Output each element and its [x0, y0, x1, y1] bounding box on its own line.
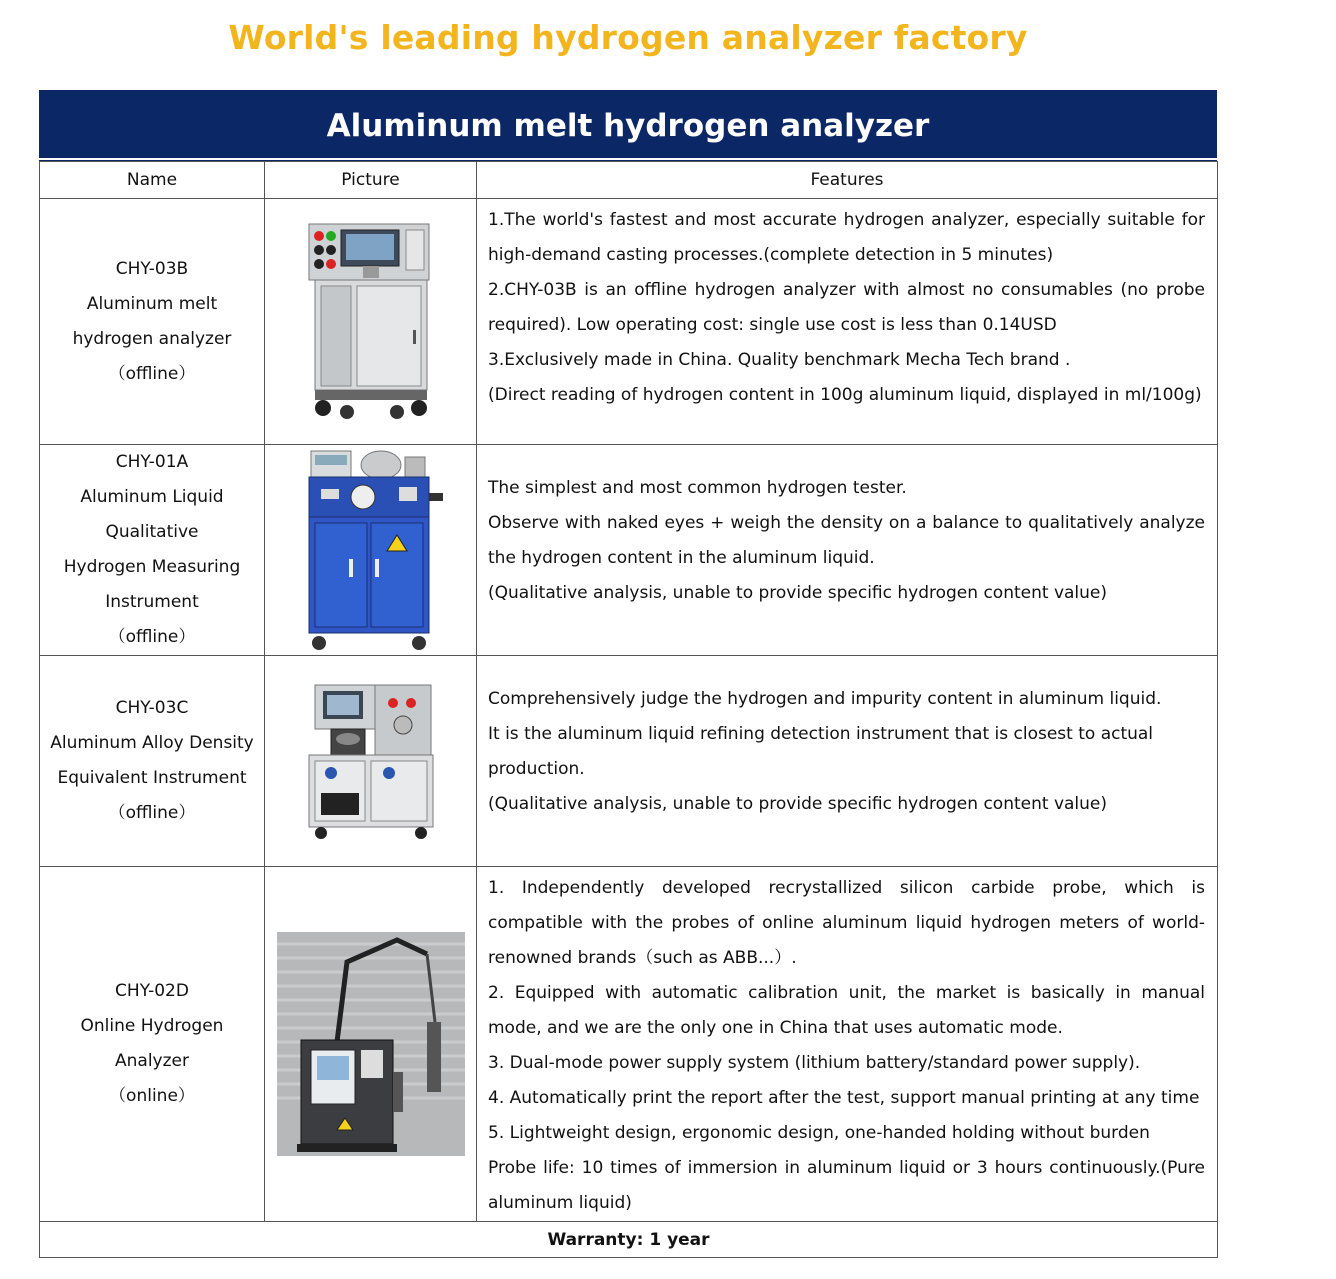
product-features-cell — [477, 656, 1218, 867]
banner-divider — [39, 158, 1217, 160]
column-header-features: Features — [477, 162, 1218, 199]
feature-item: 3. Dual-mode power supply system (lithium battery/standard power supply). — [488, 1053, 1141, 1073]
feature-item: (Qualitative analysis, unable to provide specific hydrogen content value) — [488, 583, 1108, 603]
warranty-row — [40, 1222, 1218, 1258]
product-model: CHY-03C — [115, 698, 189, 718]
product-picture-cell — [265, 867, 477, 1222]
product-name-line: Equivalent Instrument — [57, 768, 247, 788]
product-name-line: Aluminum Alloy Density — [50, 733, 254, 753]
blue-tester-cabinet-image — [291, 447, 451, 653]
product-name-line: Aluminum Liquid — [80, 487, 224, 507]
feature-item: (Qualitative analysis, unable to provide specific hydrogen content value) — [488, 794, 1108, 814]
feature-item: It is the aluminum liquid refining detection instrument that is closest to actual production. — [488, 724, 1154, 779]
product-mode: （offline） — [108, 363, 196, 384]
product-model: CHY-01A — [115, 452, 189, 472]
product-name-line: Instrument — [105, 592, 199, 612]
product-name-line: Analyzer — [115, 1051, 189, 1071]
feature-item: 4. Automatically print the report after the test, support manual printing at any time — [488, 1088, 1200, 1108]
feature-item: 2.CHY-03B is an offline hydrogen analyzer with almost no consumables (no probe required). Low operating cost: single use cost is less than 0.14USD — [488, 280, 1205, 335]
table-header-row — [40, 162, 1218, 199]
table-row — [40, 656, 1218, 867]
product-name-cell — [40, 445, 265, 656]
product-sheet — [39, 90, 1217, 1254]
feature-item: Comprehensively judge the hydrogen and impurity content in aluminum liquid. — [488, 689, 1162, 709]
product-name-line: Hydrogen Measuring — [63, 557, 241, 577]
feature-item: 1. Independently developed recrystallized silicon carbide probe, which is compatible with the probes of online aluminum liquid hydrogen meters of world-renowned brands（such as ABB...）. — [488, 878, 1205, 968]
product-name-cell — [40, 867, 265, 1222]
product-mode: （offline） — [108, 803, 196, 823]
product-mode: （online） — [109, 1086, 195, 1106]
product-name-line: Qualitative — [105, 522, 199, 542]
feature-item: 1.The world's fastest and most accurate hydrogen analyzer, especially suitable for high-demand casting processes.(complete detection in 5 minutes) — [488, 210, 1205, 265]
product-picture-cell — [265, 199, 477, 445]
online-analyzer-image — [277, 932, 465, 1156]
product-name-line: Aluminum melt — [86, 293, 218, 314]
product-name-cell — [40, 199, 265, 445]
feature-item: Observe with naked eyes + weigh the density on a balance to qualitatively analyze the hydrogen content in the aluminum liquid. — [488, 513, 1205, 568]
product-name-line: Online Hydrogen — [80, 1016, 224, 1036]
table-row — [40, 199, 1218, 445]
product-name-cell — [40, 656, 265, 867]
product-features-cell — [477, 445, 1218, 656]
analyzer-cabinet-image — [301, 222, 441, 422]
feature-item: 5. Lightweight design, ergonomic design, one-handed holding without burden — [488, 1123, 1150, 1143]
column-header-name: Name — [40, 162, 265, 199]
product-model: CHY-02D — [115, 981, 189, 1001]
table-row — [40, 445, 1218, 656]
banner-title: Aluminum melt hydrogen analyzer — [39, 90, 1217, 161]
product-features-cell — [477, 867, 1218, 1222]
table-row — [40, 867, 1218, 1222]
product-features-cell — [477, 199, 1218, 445]
product-mode: （offline） — [108, 627, 196, 647]
feature-item: Probe life: 10 times of immersion in aluminum liquid or 3 hours continuously.(Pure aluminum liquid) — [488, 1158, 1205, 1213]
product-name-line: hydrogen analyzer — [72, 328, 232, 349]
page-title: World's leading hydrogen analyzer factory — [228, 18, 1028, 57]
feature-item: (Direct reading of hydrogen content in 100g aluminum liquid, displayed in ml/100g) — [488, 385, 1202, 405]
product-picture-cell — [265, 656, 477, 867]
feature-item: 2. Equipped with automatic calibration unit, the market is basically in manual mode, and we are the only one in China that uses automatic mode. — [488, 983, 1205, 1038]
product-picture-cell — [265, 445, 477, 656]
column-header-picture: Picture — [265, 162, 477, 199]
warranty-text: Warranty: 1 year — [40, 1222, 1218, 1258]
product-model: CHY-03B — [115, 258, 189, 279]
feature-item: The simplest and most common hydrogen tester. — [488, 478, 907, 498]
product-table — [39, 161, 1218, 1258]
feature-item: 3.Exclusively made in China. Quality benchmark Mecha Tech brand . — [488, 350, 1071, 370]
density-instrument-image — [301, 681, 441, 841]
